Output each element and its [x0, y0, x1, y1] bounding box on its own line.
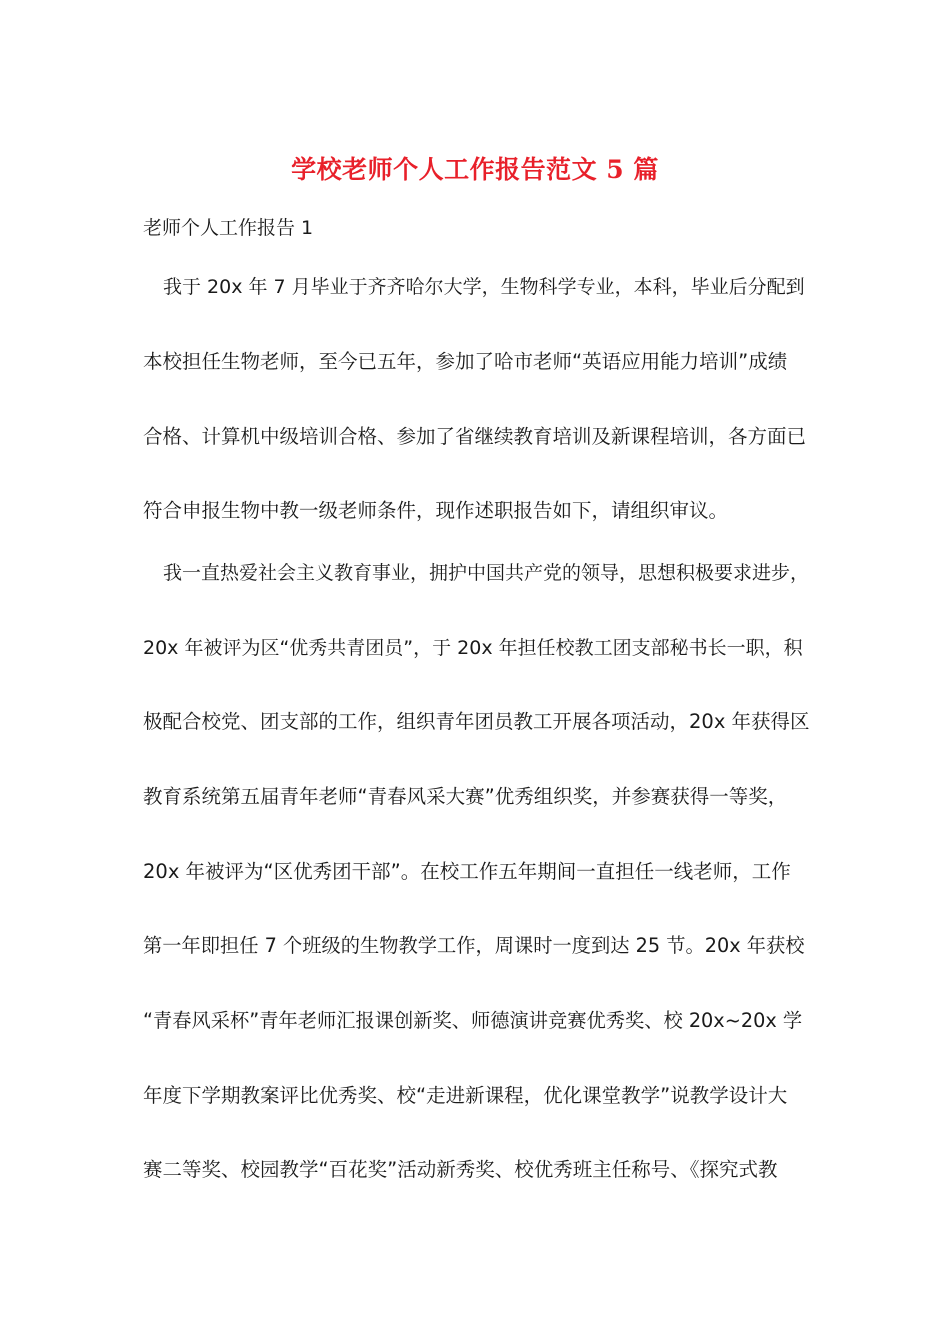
paragraph-line: “青春风采杯”青年老师汇报课创新奖、师德演讲竞赛优秀奖、校 20x~20x 学 — [143, 1009, 803, 1032]
paragraph-line: 合格、计算机中级培训合格、参加了省继续教育培训及新课程培训，各方面已 — [143, 425, 807, 448]
paragraph-line: 极配合校党、团支部的工作，组织青年团员教工开展各项活动，20x 年获得区 — [143, 710, 810, 733]
paragraph-line: 我于 20x 年 7 月毕业于齐齐哈尔大学，生物科学专业，本科，毕业后分配到 — [163, 276, 805, 298]
paragraph-line: 符合申报生物中教一级老师条件，现作述职报告如下，请组织审议。 — [143, 499, 729, 522]
paragraph-line: 我一直热爱社会主义教育事业，拥护中国共产党的领导，思想积极要求进步， — [163, 562, 810, 584]
paragraph-line: 教育系统第五届青年老师“青春风采大赛”优秀组织奖，并参赛获得一等奖， — [143, 785, 788, 808]
paragraph-line: 年度下学期教案评比优秀奖、校“走进新课程，优化课堂教学”说教学设计大 — [143, 1084, 788, 1107]
paragraph-line: 20x 年被评为区“优秀共青团员”，于 20x 年担任校教工团支部秘书长一职，积 — [143, 637, 803, 659]
section-heading: 老师个人工作报告 1 — [143, 217, 314, 239]
paragraph-line: 20x 年被评为“区优秀团干部”。在校工作五年期间一直担任一线老师，工作 — [143, 860, 791, 883]
paragraph-line: 赛二等奖、校园教学“百花奖”活动新秀奖、校优秀班主任称号、《探究式教 — [143, 1158, 778, 1181]
paragraph-line: 本校担任生物老师，至今已五年，参加了哈市老师“英语应用能力培训”成绩 — [143, 350, 788, 373]
document-title: 学校老师个人工作报告范文 5 篇 — [291, 155, 659, 184]
paragraph-line: 第一年即担任 7 个班级的生物教学工作，周课时一度到达 25 节。20x 年获校 — [143, 934, 805, 957]
